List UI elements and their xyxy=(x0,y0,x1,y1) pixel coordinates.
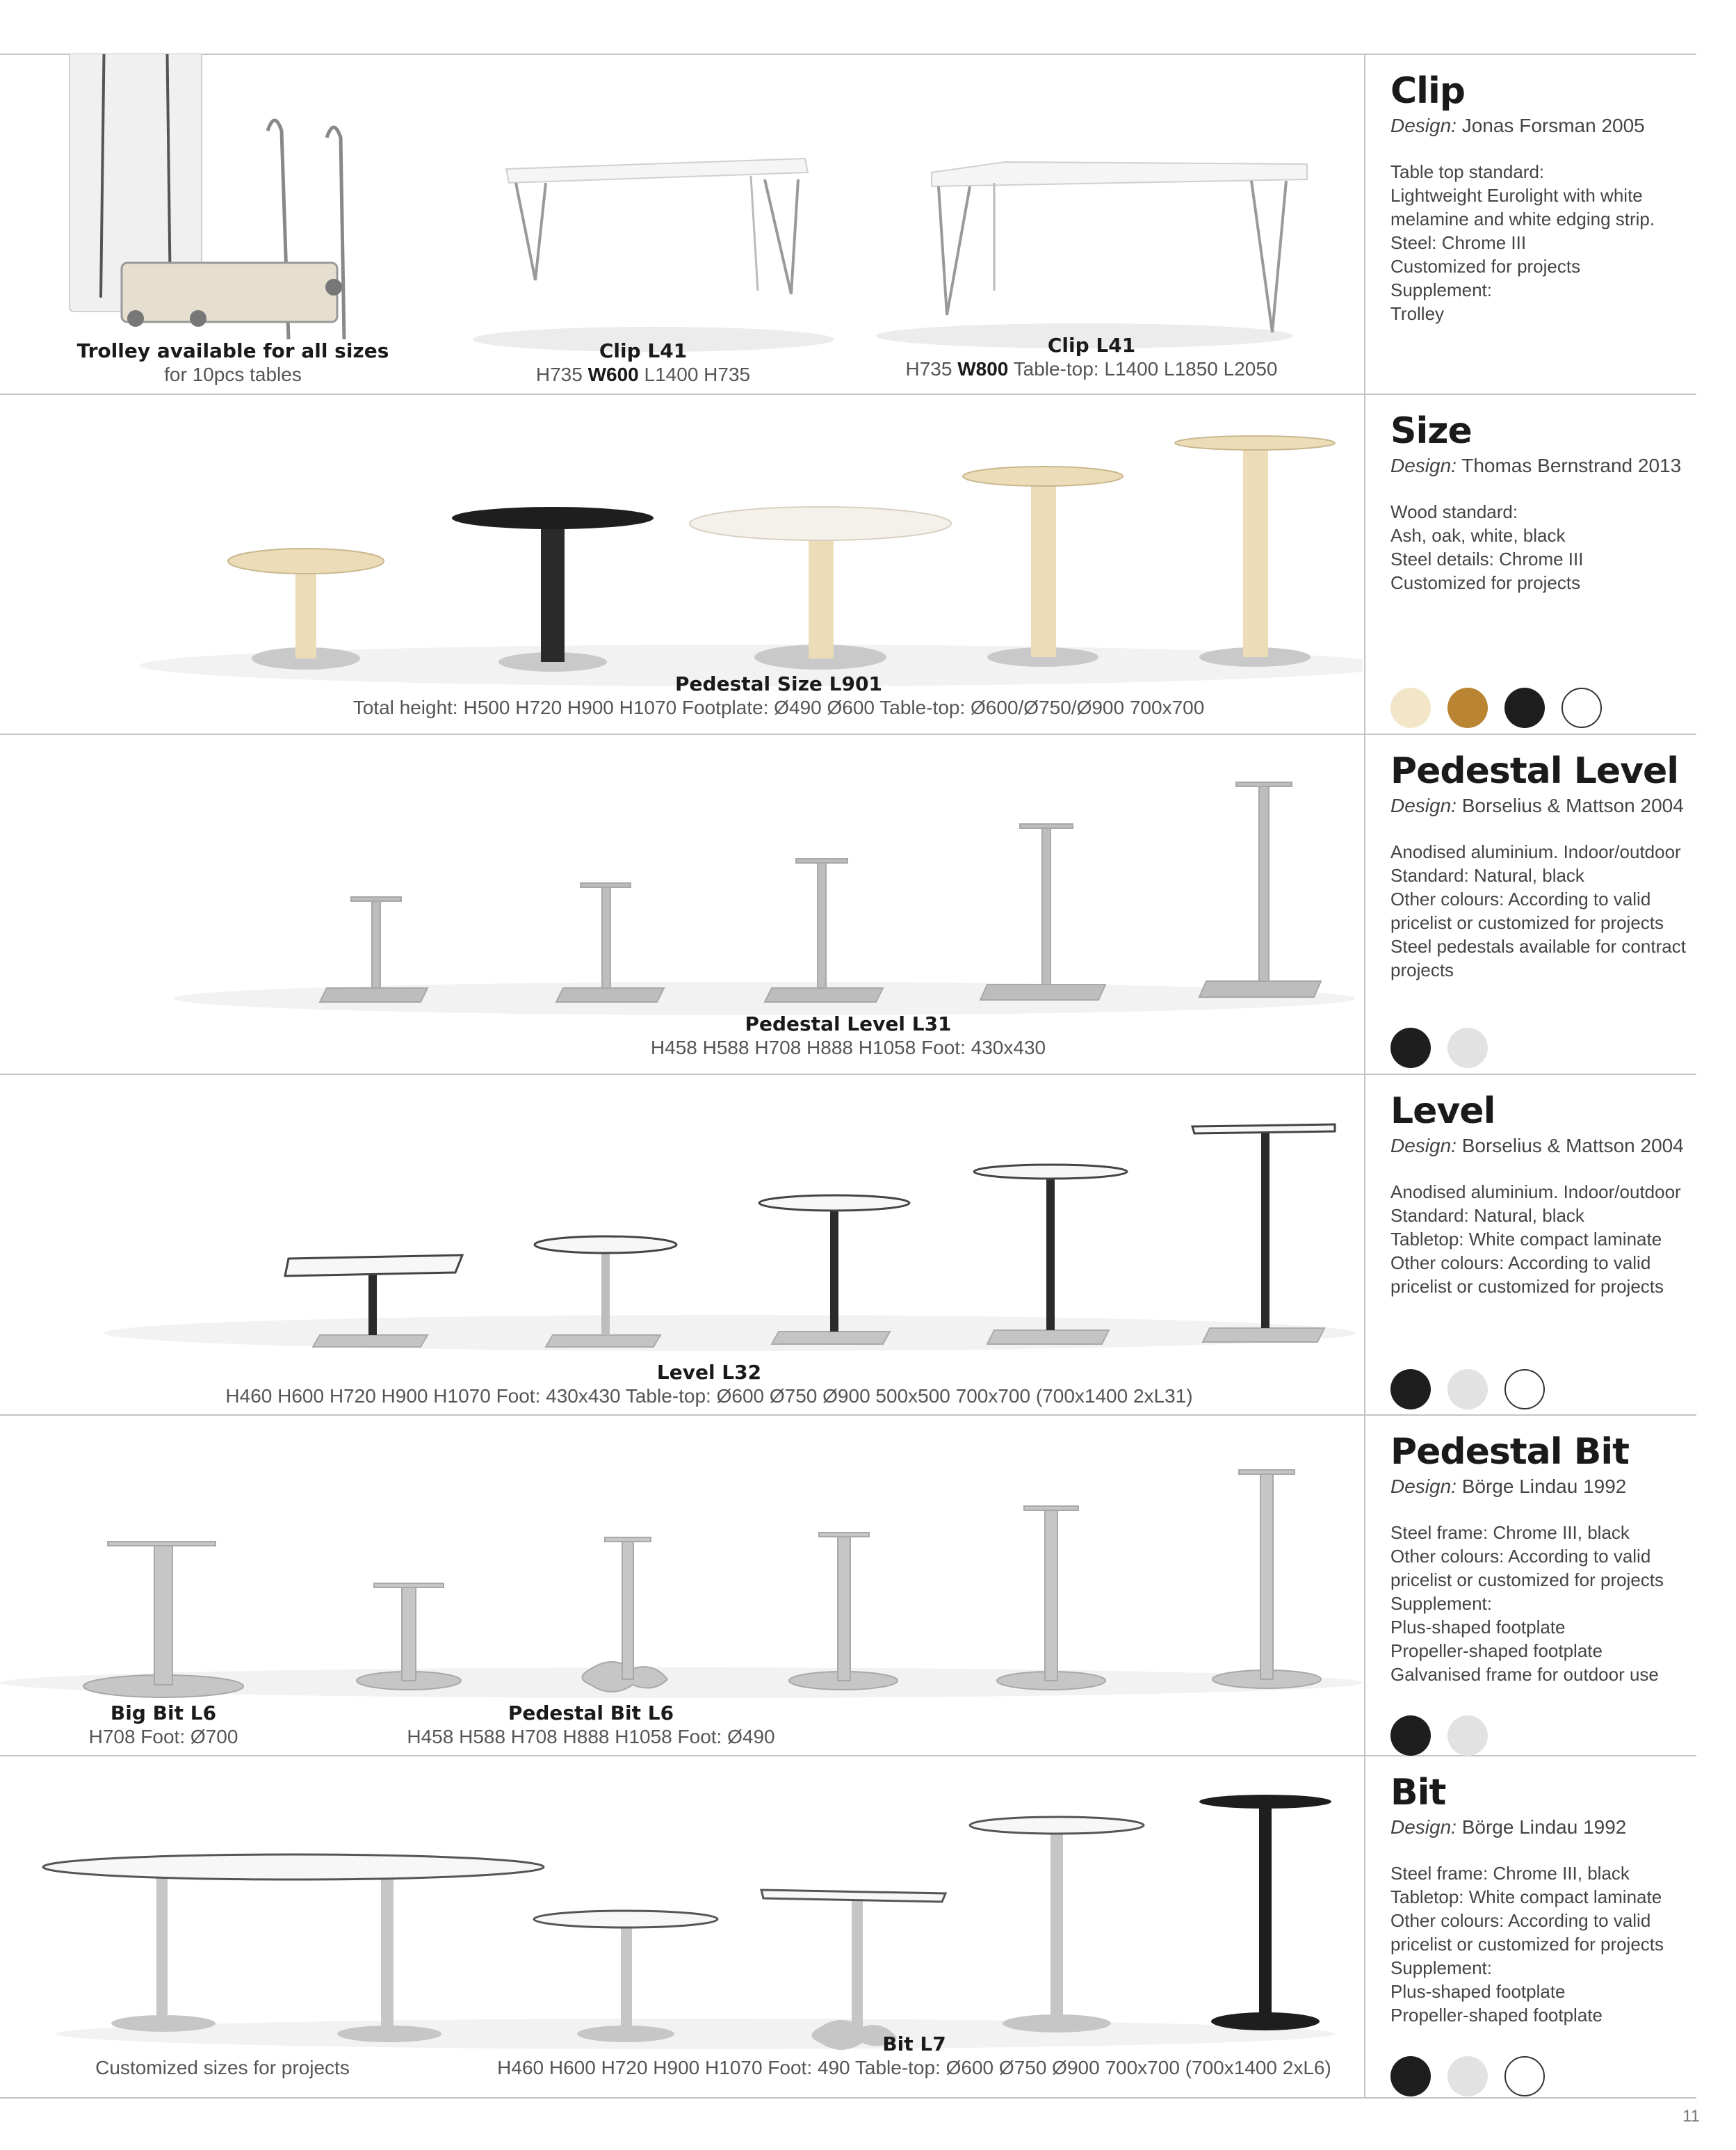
caption-sub xyxy=(876,357,1307,381)
colour-swatch xyxy=(1504,1369,1545,1409)
sidebar-pedestal-level xyxy=(1390,750,1696,1069)
desc-line: Propeller-shaped footplate xyxy=(1390,2005,1603,2026)
desc-line: Anodised aluminium. Indoor/outdoor xyxy=(1390,841,1681,862)
desc-line: Propeller-shaped footplate xyxy=(1390,1640,1603,1661)
section-title: Clip xyxy=(1390,70,1466,112)
section-title: Bit xyxy=(1390,1772,1446,1813)
caption-title: Level L32 xyxy=(656,1361,762,1384)
section-title: Level xyxy=(1390,1090,1495,1132)
section-title: Size xyxy=(1390,410,1472,452)
description xyxy=(1390,840,1696,982)
desc-line: Steel details: Chrome III xyxy=(1390,549,1584,569)
caption-title: Clip L41 xyxy=(1047,334,1136,357)
section-bit xyxy=(0,1756,1696,2097)
section-pedestal-bit xyxy=(0,1415,1696,1755)
colour-swatch xyxy=(1447,1028,1488,1068)
caption-title: Pedestal Level L31 xyxy=(745,1012,952,1035)
colour-swatch xyxy=(1447,688,1488,728)
desc-line: melamine and white edging strip. xyxy=(1390,209,1655,229)
design-label: Design: xyxy=(1390,1476,1457,1497)
desc-line: pricelist or customized for projects xyxy=(1390,912,1664,933)
desc-line: Standard: Natural, black xyxy=(1390,865,1584,886)
designer: Borselius & Mattson 2004 xyxy=(1461,1135,1684,1156)
section-size xyxy=(0,394,1696,734)
design-label: Design: xyxy=(1390,1135,1457,1156)
caption-sub: for 10pcs tables xyxy=(164,364,302,385)
caption-sub-b: W800 xyxy=(957,358,1009,380)
caption-clip-w800 xyxy=(876,334,1307,381)
desc-line: Steel frame: Chrome III, black xyxy=(1390,1522,1630,1543)
desc-line: Supplement: xyxy=(1390,280,1492,300)
sidebar-pedestal-bit xyxy=(1390,1430,1696,1750)
desc-line: Other colours: According to valid xyxy=(1390,1910,1651,1931)
caption-title: Pedestal Size L901 xyxy=(675,672,882,695)
caption-pedestal-level-l31 xyxy=(501,1012,1196,1060)
colour-swatch xyxy=(1390,2056,1431,2096)
designer: Börge Lindau 1992 xyxy=(1461,1816,1627,1838)
desc-line: Other colours: According to valid xyxy=(1390,889,1651,910)
description xyxy=(1390,1521,1696,1686)
caption-sub: Total height: H500 H720 H900 H1070 Footplate: Ø490 Ø600 Table-top: Ø600/Ø750/Ø900 700x700 xyxy=(352,697,1205,718)
caption-title: Big Bit L6 xyxy=(110,1702,217,1724)
desc-line: Other colours: According to valid xyxy=(1390,1546,1651,1567)
design-credit xyxy=(1390,1475,1696,1498)
desc-line: Supplement: xyxy=(1390,1957,1492,1978)
design-credit xyxy=(1390,1134,1696,1158)
desc-line: Customized for projects xyxy=(1390,256,1581,277)
designer: Börge Lindau 1992 xyxy=(1461,1476,1627,1497)
caption-title: Trolley available for all sizes xyxy=(76,339,389,362)
desc-line: Table top standard: xyxy=(1390,161,1545,182)
desc-line: Tabletop: White compact laminate xyxy=(1390,1229,1662,1250)
colour-swatch xyxy=(1504,688,1545,728)
caption-sub: H708 Foot: Ø700 xyxy=(88,1726,238,1747)
caption-sub-c: Table-top: L1400 L1850 L2050 xyxy=(1008,358,1278,380)
design-label: Design: xyxy=(1390,455,1457,476)
desc-line: Supplement: xyxy=(1390,1593,1492,1614)
design-credit xyxy=(1390,114,1696,138)
colour-swatch xyxy=(1447,1369,1488,1409)
desc-line: Wood standard: xyxy=(1390,501,1518,522)
caption-sub xyxy=(487,363,800,387)
desc-line: Tabletop: White compact laminate xyxy=(1390,1886,1662,1907)
desc-line: Steel: Chrome III xyxy=(1390,232,1527,253)
sidebar-clip xyxy=(1390,70,1696,325)
design-credit xyxy=(1390,794,1696,818)
description xyxy=(1390,500,1696,595)
caption-title: Clip L41 xyxy=(599,339,688,362)
desc-line: Other colours: According to valid xyxy=(1390,1252,1651,1273)
rule-bottom xyxy=(0,2097,1696,2099)
caption-sub-b: W600 xyxy=(587,364,639,385)
colour-swatch xyxy=(1504,2056,1545,2096)
desc-line: pricelist or customized for projects xyxy=(1390,1276,1664,1297)
colour-swatches xyxy=(1390,1369,1545,1409)
desc-line: Lightweight Eurolight with white xyxy=(1390,185,1643,206)
colour-swatch xyxy=(1561,688,1602,728)
caption-title: Pedestal Bit L6 xyxy=(508,1702,674,1724)
colour-swatches xyxy=(1390,1028,1488,1068)
desc-line: Standard: Natural, black xyxy=(1390,1205,1584,1226)
section-title: Pedestal Level xyxy=(1390,750,1679,792)
desc-line: Galvanised frame for outdoor use xyxy=(1390,1664,1659,1685)
caption-bit-l7 xyxy=(473,2032,1356,2080)
caption-big-bit-l6 xyxy=(70,1702,257,1749)
desc-line: Plus-shaped footplate xyxy=(1390,1981,1566,2002)
section-level xyxy=(0,1074,1696,1414)
caption-sub: H460 H600 H720 H900 H1070 Foot: 430x430 Table-top: Ø600 Ø750 Ø900 500x500 700x700 (700x1400 2xL31) xyxy=(225,1385,1193,1407)
description xyxy=(1390,160,1696,325)
colour-swatches xyxy=(1390,688,1602,728)
sidebar-level xyxy=(1390,1090,1696,1409)
desc-line: Plus-shaped footplate xyxy=(1390,1617,1566,1638)
caption-sub: H458 H588 H708 H888 H1058 Foot: 430x430 xyxy=(650,1037,1046,1058)
caption-sub: Customized sizes for projects xyxy=(95,2057,350,2078)
caption-level-l32 xyxy=(139,1361,1279,1408)
section-title: Pedestal Bit xyxy=(1390,1431,1630,1473)
colour-swatches xyxy=(1390,1715,1488,1756)
desc-line: Anodised aluminium. Indoor/outdoor xyxy=(1390,1181,1681,1202)
description xyxy=(1390,1180,1696,1298)
colour-swatches xyxy=(1390,2056,1545,2096)
caption-sub-c: L1400 H735 xyxy=(638,364,751,385)
designer: Thomas Bernstrand 2013 xyxy=(1461,455,1682,476)
description xyxy=(1390,1861,1696,2027)
colour-swatch xyxy=(1390,1715,1431,1756)
desc-line: pricelist or customized for projects xyxy=(1390,1934,1664,1955)
caption-pedestal-size-l901 xyxy=(292,672,1265,720)
caption-customized-sizes xyxy=(83,2056,362,2080)
desc-line: projects xyxy=(1390,960,1454,980)
caption-trolley xyxy=(49,339,417,387)
caption-sub: H460 H600 H720 H900 H1070 Foot: 490 Table-top: Ø600 Ø750 Ø900 700x700 (700x1400 2xL6) xyxy=(497,2057,1331,2078)
sidebar-size xyxy=(1390,410,1696,729)
section-clip xyxy=(0,54,1696,394)
desc-line: Ash, oak, white, black xyxy=(1390,525,1566,546)
design-label: Design: xyxy=(1390,115,1457,136)
colour-swatch xyxy=(1390,1369,1431,1409)
designer: Borselius & Mattson 2004 xyxy=(1461,795,1684,816)
designer: Jonas Forsman 2005 xyxy=(1461,115,1645,136)
colour-swatch xyxy=(1390,688,1431,728)
caption-pedestal-bit-l6 xyxy=(375,1702,806,1749)
desc-line: Steel frame: Chrome III, black xyxy=(1390,1863,1630,1884)
desc-line: Steel pedestals available for contract xyxy=(1390,936,1686,957)
caption-sub: H458 H588 H708 H888 H1058 Foot: Ø490 xyxy=(407,1726,775,1747)
desc-line: Trolley xyxy=(1390,303,1445,324)
design-label: Design: xyxy=(1390,1816,1457,1838)
colour-swatch xyxy=(1447,2056,1488,2096)
caption-title: Bit L7 xyxy=(882,2032,946,2055)
colour-swatch xyxy=(1447,1715,1488,1756)
page-number: 11 xyxy=(1682,2107,1700,2126)
design-credit xyxy=(1390,454,1696,478)
sidebar-bit xyxy=(1390,1771,1696,2091)
caption-sub-a: H735 xyxy=(905,358,958,380)
section-pedestal-level xyxy=(0,734,1696,1074)
colour-swatch xyxy=(1390,1028,1431,1068)
caption-sub-a: H735 xyxy=(535,364,588,385)
desc-line: pricelist or customized for projects xyxy=(1390,1569,1664,1590)
caption-clip-w600 xyxy=(487,339,800,387)
design-credit xyxy=(1390,1816,1696,1839)
desc-line: Customized for projects xyxy=(1390,572,1581,593)
design-label: Design: xyxy=(1390,795,1457,816)
